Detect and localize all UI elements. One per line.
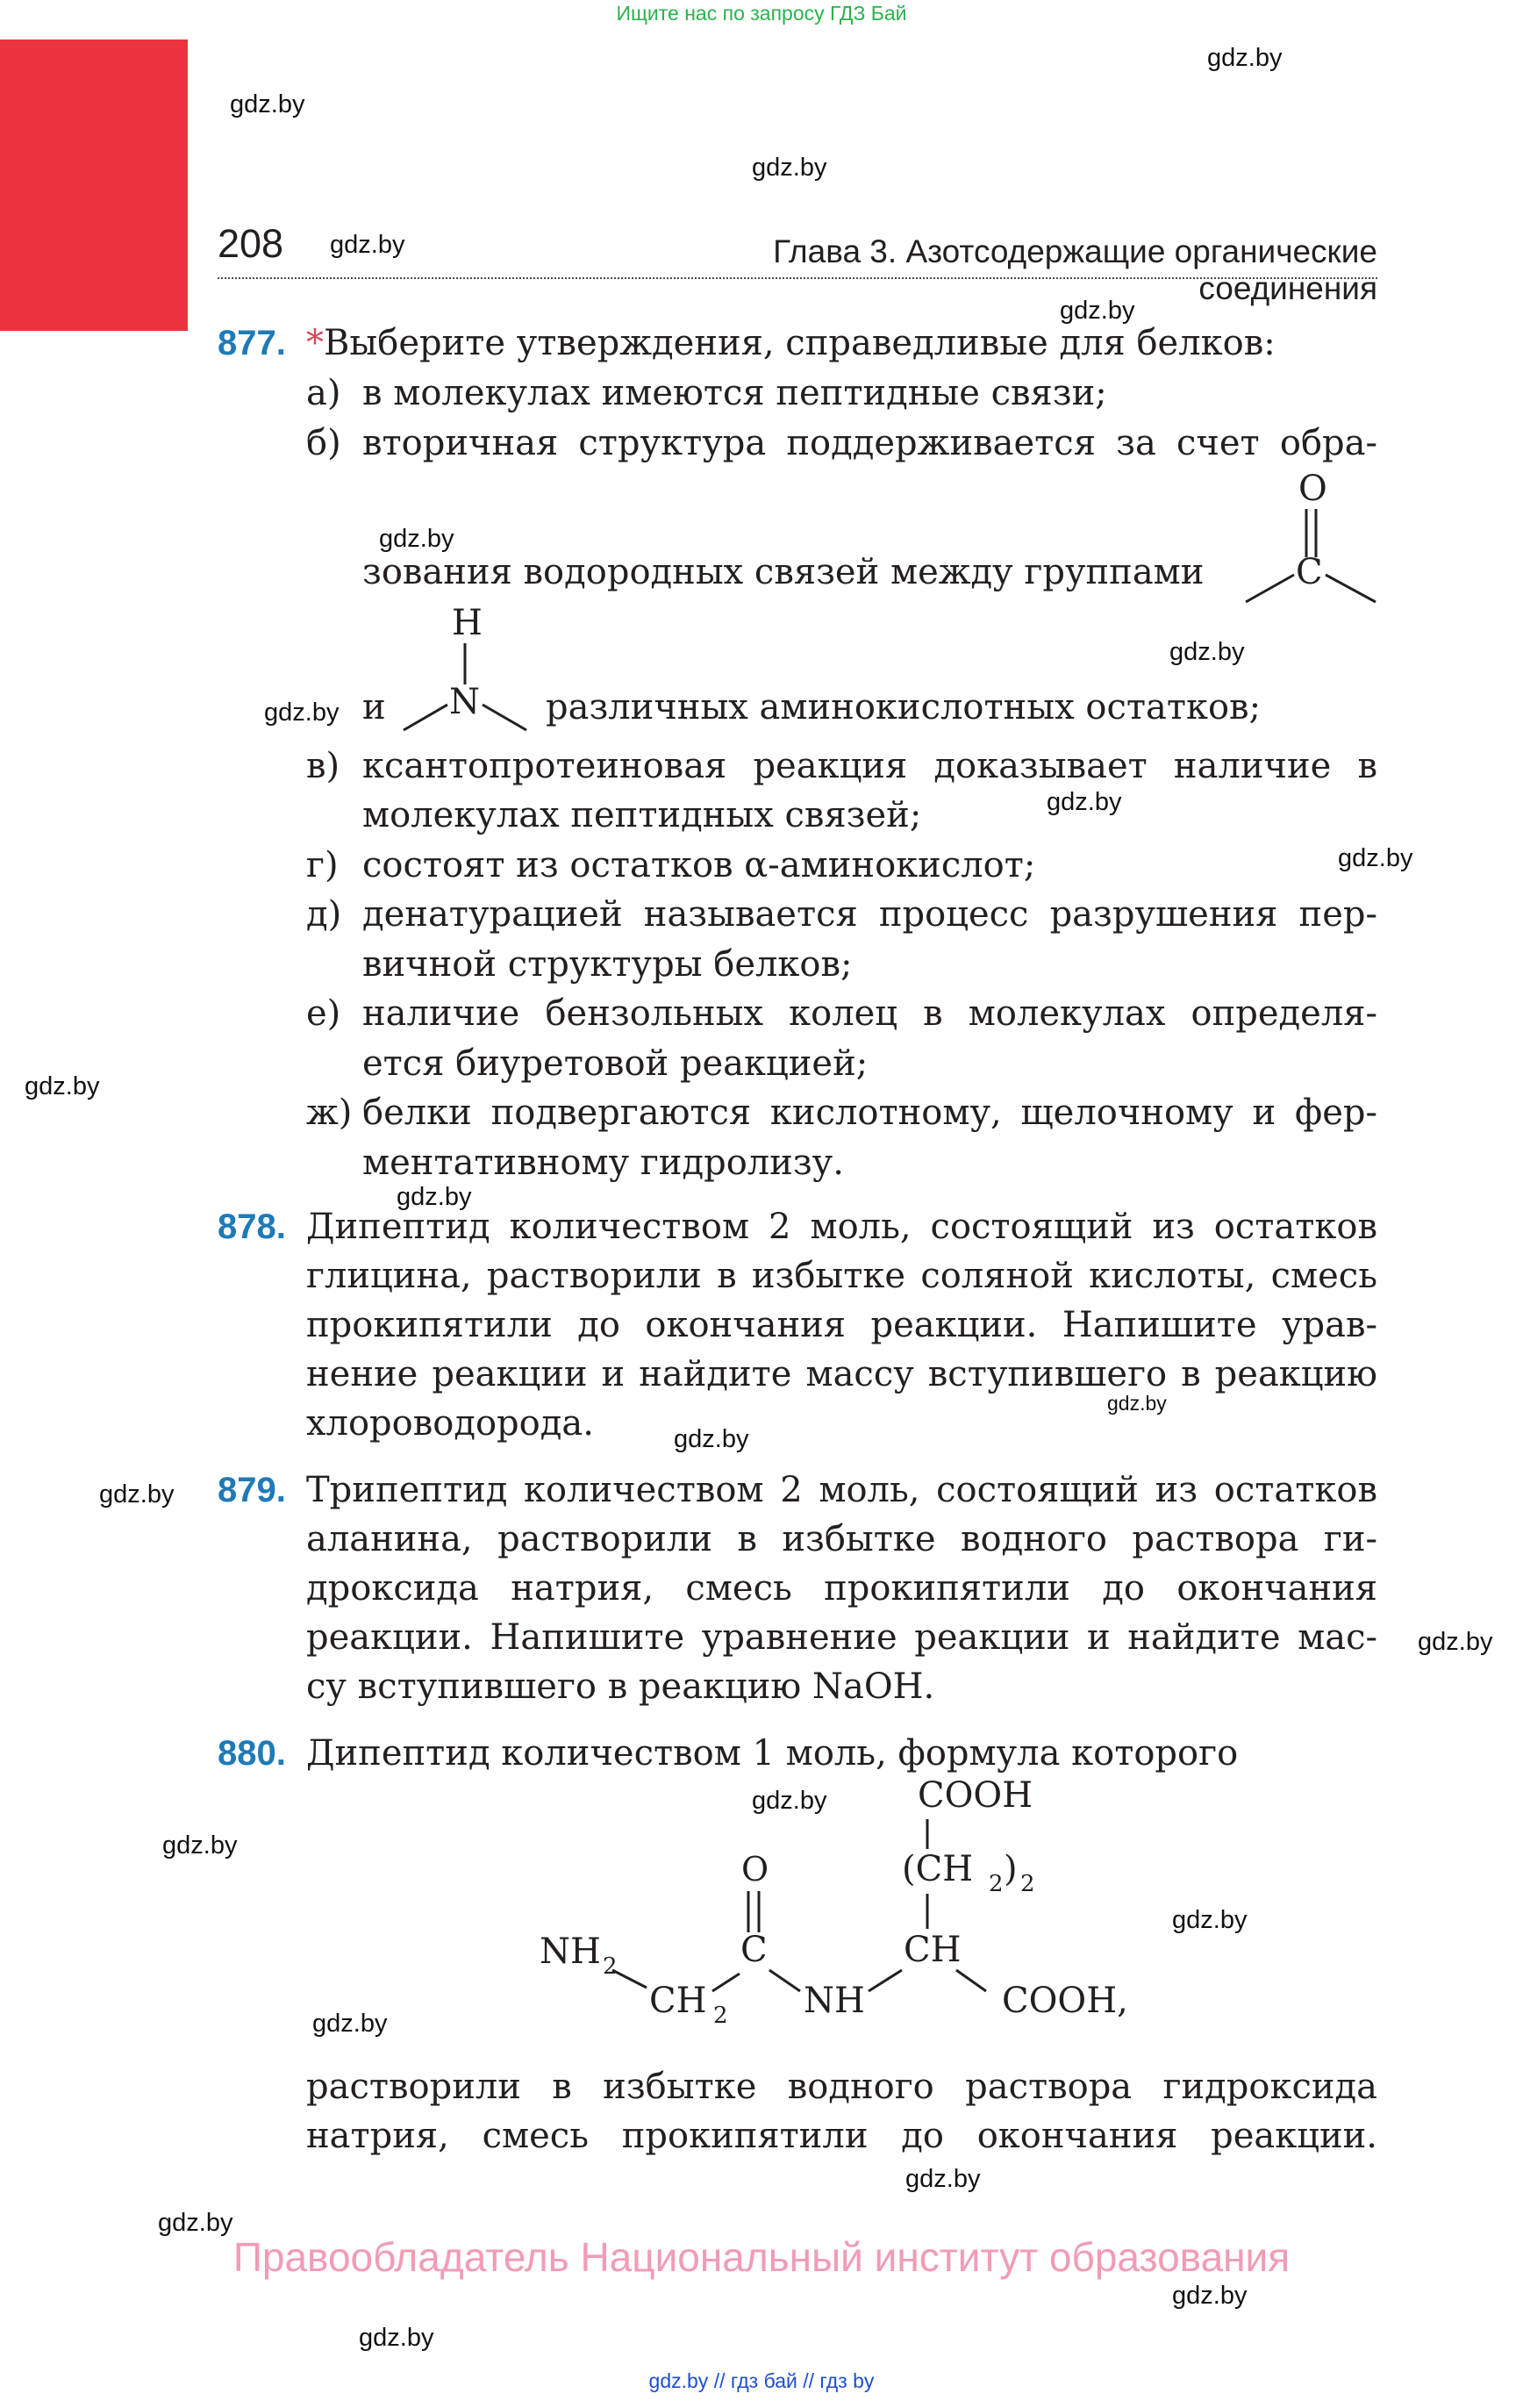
amine-group-formula xyxy=(399,597,548,737)
option-marker-zh: ж) xyxy=(306,1093,353,1133)
dipeptide-structural-formula xyxy=(526,1768,1158,2049)
carbonyl-group-formula xyxy=(1233,463,1399,617)
bond-line xyxy=(956,1970,986,1991)
watermark: gdz.by xyxy=(1107,1392,1167,1415)
problem-879-line: реакции. Напишите уравнение реакции и найдите мас- xyxy=(306,1617,1377,1658)
watermark: gdz.by xyxy=(312,2010,388,2038)
watermark: gdz.by xyxy=(1338,844,1413,872)
watermark: gdz.by xyxy=(674,1425,749,1453)
option-v-line-2: молекулах пептидных связей; xyxy=(362,795,922,835)
option-marker-a: а) xyxy=(306,373,341,413)
header-divider xyxy=(218,277,1377,279)
copyright-notice: Правообладатель Национальный институт образования xyxy=(232,2234,1291,2280)
problem-877-intro xyxy=(306,319,1276,368)
problem-878-line: прокипятили до окончания реакции. Напишите урав- xyxy=(306,1305,1377,1345)
watermark: gdz.by xyxy=(158,2209,233,2237)
problem-880-line: растворили в избытке водного раствора гидроксида xyxy=(306,2067,1377,2107)
ch2-subscript: 2 xyxy=(989,1871,1004,1897)
problem-878-line: нение реакции и найдите массу вступившего в реакцию xyxy=(306,1354,1377,1394)
problem-number-879: 879. xyxy=(218,1471,286,1509)
alpha-carbon: CH xyxy=(904,1930,962,1970)
watermark: gdz.by xyxy=(752,1787,827,1815)
watermark: gdz.by xyxy=(752,154,827,182)
option-b-line-2: зования водородных связей между группами xyxy=(362,552,1205,592)
methylene-group: CH xyxy=(649,1981,707,2021)
watermark: gdz.by xyxy=(1418,1628,1493,1656)
watermark: gdz.by xyxy=(330,231,405,259)
watermark: gdz.by xyxy=(1047,788,1122,816)
option-b-and: и xyxy=(362,687,386,727)
problem-879-line: аланина, растворили в избытке водного раствора ги- xyxy=(306,1519,1377,1559)
option-e-line-1: наличие бензольных колец в молекулах определя- xyxy=(362,993,1377,1034)
watermark: gdz.by xyxy=(1169,638,1245,666)
bond-line xyxy=(712,1974,740,1991)
option-v-line-1: ксантопротеиновая реакция доказывает наличие в xyxy=(362,746,1377,786)
watermark: gdz.by xyxy=(264,699,340,727)
chapter-title: Глава 3. Азотсодержащие органические соединения xyxy=(773,233,1377,306)
top-banner[interactable]: Ищите нас по запросу ГДЗ Бай xyxy=(616,2,907,25)
watermark: gdz.by xyxy=(379,525,454,553)
bond-line xyxy=(769,1970,800,1991)
option-g-text: состоят из остатков α-аминокислот; xyxy=(362,845,1036,885)
watermark: gdz.by xyxy=(162,1831,238,1860)
problem-878-line: хлороводорода. xyxy=(306,1403,594,1444)
amine-nitrogen: N xyxy=(449,682,480,722)
bond-line xyxy=(1326,575,1376,602)
option-a-text: в молекулах имеются пептидные связи; xyxy=(362,373,1107,413)
bond-line xyxy=(483,705,526,730)
cooh-end: COOH, xyxy=(1002,1981,1128,2021)
watermark: gdz.by xyxy=(397,1183,472,1211)
methylene-subscript: 2 xyxy=(713,2003,728,2029)
problem-number-880: 880. xyxy=(218,1734,286,1773)
problem-879-line: дроксида натрия, смесь прокипятили до окончания xyxy=(306,1568,1377,1609)
option-b-line-3: различных аминокислотных остатков; xyxy=(546,687,1262,727)
ch2-group-open: (CH xyxy=(902,1849,974,1889)
option-marker-d: д) xyxy=(306,894,342,935)
amino-group: NH xyxy=(540,1931,601,1972)
ch2-group-close: ) xyxy=(1004,1849,1018,1889)
watermark: gdz.by xyxy=(25,1072,100,1100)
problem-880-intro: Дипептид количеством 1 моль, формула которого xyxy=(306,1733,1239,1774)
problem-879-line: Трипептид количеством 2 моль, состоящий из остатков xyxy=(306,1470,1377,1510)
ch2-multiplier: 2 xyxy=(1020,1871,1035,1897)
problem-877-intro-text: Выберите утверждения, справедливые для белков: xyxy=(324,323,1276,363)
option-marker-v: в) xyxy=(306,746,340,786)
star-marker: * xyxy=(306,323,324,363)
bond-line xyxy=(612,1970,647,1988)
watermark: gdz.by xyxy=(1207,44,1283,72)
watermark: gdz.by xyxy=(1060,297,1135,325)
problem-880-line: натрия, смесь прокипятили до окончания реакции. xyxy=(306,2116,1377,2156)
watermark: gdz.by xyxy=(1172,2282,1248,2310)
option-d-line-2: вичной структуры белков; xyxy=(362,944,853,985)
bond-line xyxy=(404,705,447,730)
cooh-top: COOH xyxy=(918,1775,1033,1816)
watermark: gdz.by xyxy=(359,2324,434,2352)
amino-subscript: 2 xyxy=(603,1953,618,1980)
problem-879-line: су вступившего в реакцию NaOH. xyxy=(306,1666,935,1707)
option-zh-line-1: белки подвергаются кислотному, щелочному и фер- xyxy=(362,1093,1377,1133)
problem-878-line: глицина, растворили в избытке соляной кислоты, смесь xyxy=(306,1256,1377,1296)
page-number: 208 xyxy=(218,221,284,266)
amide-oxygen: O xyxy=(741,1850,769,1888)
option-marker-e: е) xyxy=(306,993,341,1034)
amide-carbon: C xyxy=(740,1930,768,1970)
red-margin-block xyxy=(0,39,188,331)
problem-878-line: Дипептид количеством 2 моль, состоящий из остатков xyxy=(306,1207,1377,1247)
watermark: gdz.by xyxy=(230,90,305,118)
watermark: gdz.by xyxy=(99,1480,175,1509)
carbonyl-oxygen: O xyxy=(1298,469,1327,509)
carbonyl-carbon: C xyxy=(1296,552,1323,592)
amide-nitrogen: NH xyxy=(804,1981,865,2021)
option-b-line-1: вторичная структура поддерживается за счет обра- xyxy=(362,423,1377,463)
problem-number-878: 878. xyxy=(218,1208,286,1246)
watermark: gdz.by xyxy=(905,2165,981,2193)
option-zh-line-2: ментативному гидролизу. xyxy=(362,1143,844,1183)
bond-line xyxy=(869,1970,902,1991)
watermark: gdz.by xyxy=(1172,1906,1248,1934)
option-marker-g: г) xyxy=(306,845,339,885)
option-d-line-1: денатурацией называется процесс разрушения пер- xyxy=(362,894,1377,935)
option-marker-b: б) xyxy=(306,423,341,463)
amine-hydrogen: H xyxy=(452,603,483,643)
bond-line xyxy=(1246,575,1294,602)
problem-number-877: 877. xyxy=(218,324,286,362)
footer-links[interactable]: gdz.by // гдз бай // гдз by xyxy=(648,2369,875,2392)
option-e-line-2: ется биуретовой реакцией; xyxy=(362,1043,869,1084)
